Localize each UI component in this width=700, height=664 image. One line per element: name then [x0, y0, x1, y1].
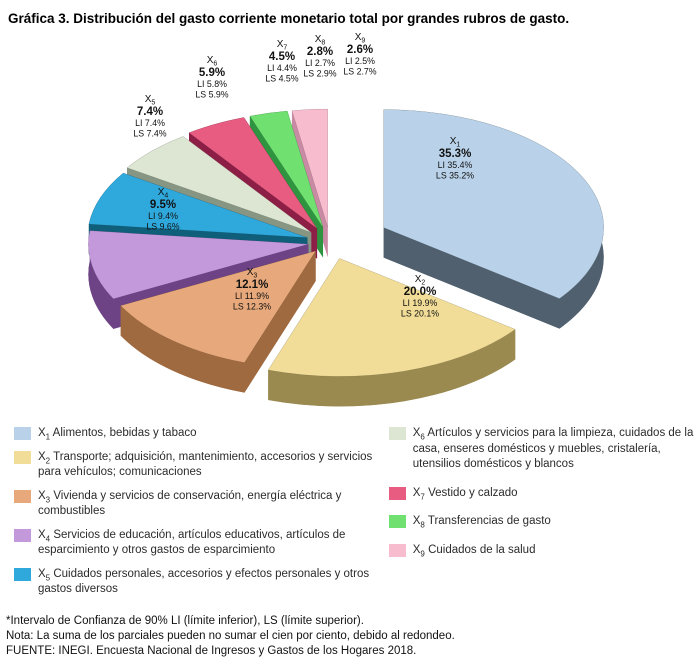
legend-item-x3	[14, 489, 375, 520]
svg-text:LI 35.4%: LI 35.4%	[437, 160, 473, 170]
svg-text:X5: $X_5$	[144, 94, 156, 107]
legend-swatch-x5	[14, 568, 31, 581]
legend-item-x7	[389, 486, 694, 502]
legend-swatch-x7	[389, 487, 406, 500]
footnote-confidence-interval: *Intervalo de Confianza de 90% LI (límite inferior), LS (límite superior).	[6, 614, 364, 627]
svg-text:X3: $X_3$	[246, 267, 258, 280]
footnotes	[0, 614, 700, 659]
legend-swatch-x6	[389, 427, 406, 440]
svg-text:X7: $X_7$	[276, 39, 288, 52]
legend-item-x2	[14, 450, 375, 481]
svg-text:LI 2.5%: LI 2.5%	[345, 56, 375, 66]
svg-text:LS 7.4%: LS 7.4%	[133, 128, 167, 139]
svg-text:2.6%: 2.6%	[346, 44, 374, 56]
svg-text:7.4%: 7.4%	[136, 106, 164, 118]
slice-label-x8	[303, 34, 336, 79]
svg-text:LS 35.2%: LS 35.2%	[435, 170, 475, 181]
legend-swatch-x4	[14, 529, 31, 542]
pie-chart-area	[0, 32, 700, 424]
svg-text:X6: $X_6$	[206, 55, 218, 68]
legend-item-x1	[14, 426, 375, 442]
legend-item-x6	[389, 426, 694, 473]
slice-label-x9	[343, 32, 376, 77]
legend-swatch-x2	[14, 451, 31, 464]
slice-label-x7	[265, 39, 298, 84]
slice-label-x2	[401, 274, 439, 319]
legend-item-x5	[14, 567, 375, 598]
svg-text:X2: $X_2$	[414, 274, 426, 287]
legend-label-x9: $X_9$ Cuidados de la salud	[412, 543, 536, 558]
legend-label-x8: $X_8$ Transferencias de gasto	[412, 515, 551, 530]
legend-column-right	[389, 426, 694, 558]
legend-label-x3: $X_3$ Vivienda y servicios de conservación, energía eléctrica y combustibles	[38, 489, 342, 517]
svg-text:LS 9.6%: LS 9.6%	[146, 221, 180, 232]
svg-text:LI 4.4%: LI 4.4%	[267, 63, 297, 73]
legend-item-x9	[389, 543, 694, 559]
svg-text:2.8%: 2.8%	[306, 46, 334, 58]
svg-text:LS 4.5%: LS 4.5%	[265, 73, 299, 84]
slice-label-x5	[133, 94, 166, 139]
svg-text:X8: $X_8$	[314, 34, 326, 47]
legend-swatch-x3	[14, 490, 31, 503]
svg-text:20.0%: 20.0%	[403, 286, 437, 298]
slice-label-x6	[195, 55, 228, 100]
svg-text:LI 2.7%: LI 2.7%	[305, 58, 335, 68]
svg-text:4.5%: 4.5%	[268, 51, 296, 63]
legend-label-x4: $X_4$ Servicios de educación, artículos educativos, artículos de esparcimiento y otros gastos de esparcimiento	[38, 528, 346, 556]
svg-text:LS 2.9%: LS 2.9%	[303, 68, 337, 79]
legend-label-x2: $X_2$ Transporte; adquisición, mantenimiento, accesorios y servicios para vehículos; comunicaciones	[38, 450, 373, 478]
svg-text:LI 19.9%: LI 19.9%	[402, 298, 438, 308]
legend-label-x7: $X_7$ Vestido y calzado	[412, 486, 518, 501]
legend-item-x4	[14, 528, 375, 559]
pie-chart	[0, 32, 700, 424]
legend-label-x1: $X_1$ Alimentos, bebidas y tabaco	[38, 427, 197, 442]
svg-text:9.5%: 9.5%	[149, 199, 177, 211]
legend-swatch-x9	[389, 544, 406, 557]
page-title: Gráfica 3. Distribución del gasto corriente monetario total por grandes rubros de gasto.	[8, 11, 570, 26]
legend-column-left	[14, 426, 375, 598]
svg-text:LI 5.8%: LI 5.8%	[197, 79, 227, 89]
svg-text:LS 2.7%: LS 2.7%	[343, 66, 377, 77]
svg-text:12.1%: 12.1%	[235, 279, 269, 291]
legend-swatch-x8	[389, 515, 406, 528]
svg-text:LS 20.1%: LS 20.1%	[400, 308, 440, 319]
legend-item-x8	[389, 514, 694, 530]
svg-text:35.3%: 35.3%	[438, 148, 472, 160]
footnote-fuente: FUENTE: INEGI. Encuesta Nacional de Ingresos y Gastos de los Hogares 2018.	[6, 644, 417, 657]
svg-text:LI 11.9%: LI 11.9%	[234, 291, 270, 301]
svg-text:LS 12.3%: LS 12.3%	[232, 301, 272, 312]
svg-text:X1: $X_1$	[449, 136, 461, 149]
footnote-nota: Nota: La suma de los parciales pueden no sumar el cien por ciento, debido al redondeo.	[6, 629, 455, 642]
svg-text:LI 9.4%: LI 9.4%	[148, 211, 178, 221]
svg-text:5.9%: 5.9%	[198, 67, 226, 79]
svg-text:X4: $X_4$	[157, 187, 169, 200]
legend-swatch-x1	[14, 427, 31, 440]
legend-label-x5: $X_5$ Cuidados personales, accesorios y efectos personales y otros gastos diversos	[38, 567, 370, 595]
svg-text:LS 5.9%: LS 5.9%	[195, 89, 229, 100]
legend-label-x6: $X_6$ Artículos y servicios para la limpieza, cuidados de la casa, enseres domésticos y muebles, cristalería, utensilios domésticos y blancos	[412, 427, 694, 470]
svg-text:LI 7.4%: LI 7.4%	[135, 118, 165, 128]
chart-legend	[0, 424, 700, 598]
svg-text:X9: $X_9$	[354, 32, 366, 45]
